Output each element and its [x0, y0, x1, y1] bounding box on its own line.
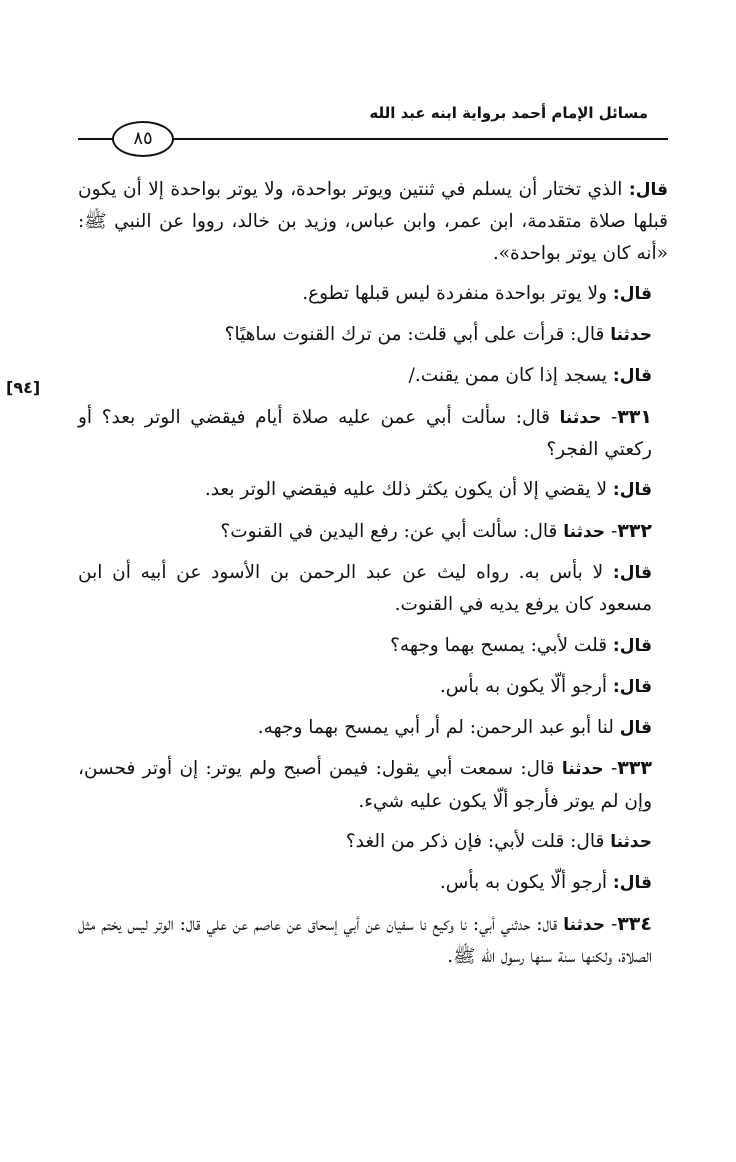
- page-body: [78, 174, 668, 981]
- paragraph-text: -: [605, 520, 618, 542]
- paragraph-text: قال: سألت أبي عن: رفع اليدين في القنوت؟: [220, 520, 564, 542]
- bold-keyword: قال:: [612, 873, 652, 894]
- paragraph: [78, 557, 668, 621]
- paragraph-text: قال: قلت لأبي: فإن ذكر من الغد؟: [345, 831, 611, 853]
- paragraph-text: أرجو ألّا يكون به بأس.: [439, 675, 613, 697]
- bold-keyword: حدثنا: [563, 914, 605, 935]
- bold-keyword: قال: [619, 718, 652, 739]
- paragraph: [78, 867, 668, 899]
- bold-keyword: حدثنا: [610, 832, 652, 853]
- margin-reference: [٩٤]: [6, 378, 41, 397]
- paragraph: [78, 278, 668, 310]
- paragraph: [78, 630, 668, 662]
- paragraph-text: أرجو ألّا يكون به بأس.: [439, 872, 613, 894]
- paragraph: [78, 909, 668, 973]
- paragraph: [78, 753, 668, 817]
- bold-keyword: حدثنا: [559, 407, 602, 428]
- bold-keyword: قال:: [612, 480, 652, 501]
- paragraph: [78, 826, 668, 858]
- issue-number: ٣٣٤: [617, 912, 652, 935]
- paragraph-text: الذي تختار أن يسلم في ثنتين ويوتر بواحدة، ولا يوتر بواحدة إلا أن يكون قبلها صلاة متقدمة، ابن عمر، وابن عباس، وزيد بن خالد، رووا عن النبي ﷺ: «أنه كان يوتر بواحدة».: [78, 179, 668, 264]
- paragraph-text: قال: سمعت أبي يقول: فيمن أصبح ولم يوتر: إن أوتر فحسن، وإن لم يوتر فأرجو ألّا يكون عليه شيء.: [78, 758, 652, 812]
- bold-keyword: قال:: [612, 635, 652, 656]
- paragraph-text: قلت لأبي: يمسح بهما وجهه؟: [390, 634, 613, 656]
- paragraph: [78, 671, 668, 703]
- paragraph-text: لا بأس به. رواه ليث عن عبد الرحمن بن الأسود عن أبيه أن ابن مسعود كان يرفع يديه في القنوت.: [78, 561, 652, 616]
- paragraph: [78, 360, 668, 392]
- paragraph: [78, 474, 668, 506]
- paragraph-text: ولا يوتر بواحدة منفردة ليس قبلها تطوع.: [302, 282, 613, 304]
- paragraph-text: -: [601, 406, 618, 428]
- paragraph: [78, 516, 668, 548]
- paragraph: [78, 319, 668, 351]
- paragraph-text: قال: حدثني أبي: نا وكيع نا سفيان عن أبي إسحاق عن عاصم عن علي قال: الوتر ليس يختم مثل الصلاة، ولكنها سنة سنها رسول الله ﷺ.: [78, 913, 652, 967]
- bold-keyword: حدثنا: [610, 325, 652, 346]
- issue-number: ٣٣٢: [617, 519, 652, 542]
- paragraph-text: قال: سألت أبي عمن عليه صلاة أيام فيقضي الوتر بعد؟ أو ركعتي الفجر؟: [78, 406, 652, 461]
- bold-keyword: قال:: [612, 366, 652, 387]
- paragraph: [78, 402, 668, 466]
- paragraph-text: قال: قرأت على أبي قلت: من ترك القنوت ساهيًا؟: [224, 324, 611, 346]
- paragraph-text: لا يقضي إلا أن يكون يكثر ذلك عليه فيقضي الوتر بعد.: [204, 479, 613, 501]
- paragraph: [78, 174, 668, 269]
- paragraph-text: -: [605, 913, 618, 935]
- bold-keyword: قال:: [612, 676, 652, 697]
- paragraph-text: لنا أبو عبد الرحمن: لم أر أبي يمسح بهما وجهه.: [257, 717, 620, 739]
- issue-number: ٣٣٣: [617, 757, 652, 780]
- issue-number: ٣٣١: [617, 405, 652, 428]
- bold-keyword: حدثنا: [563, 521, 606, 542]
- bold-keyword: قال:: [612, 283, 652, 304]
- paragraph: [78, 712, 668, 744]
- bold-keyword: قال:: [628, 180, 668, 200]
- page-number: ٨٥: [112, 121, 174, 157]
- paragraph-text: يسجد إذا كان ممن يقنت./: [408, 365, 613, 387]
- bold-keyword: حدثنا: [561, 759, 604, 780]
- bold-keyword: قال:: [612, 562, 652, 583]
- paragraph-text: -: [603, 758, 618, 780]
- running-header-title: مسائل الإمام أحمد برواية ابنه عبد الله: [369, 104, 648, 122]
